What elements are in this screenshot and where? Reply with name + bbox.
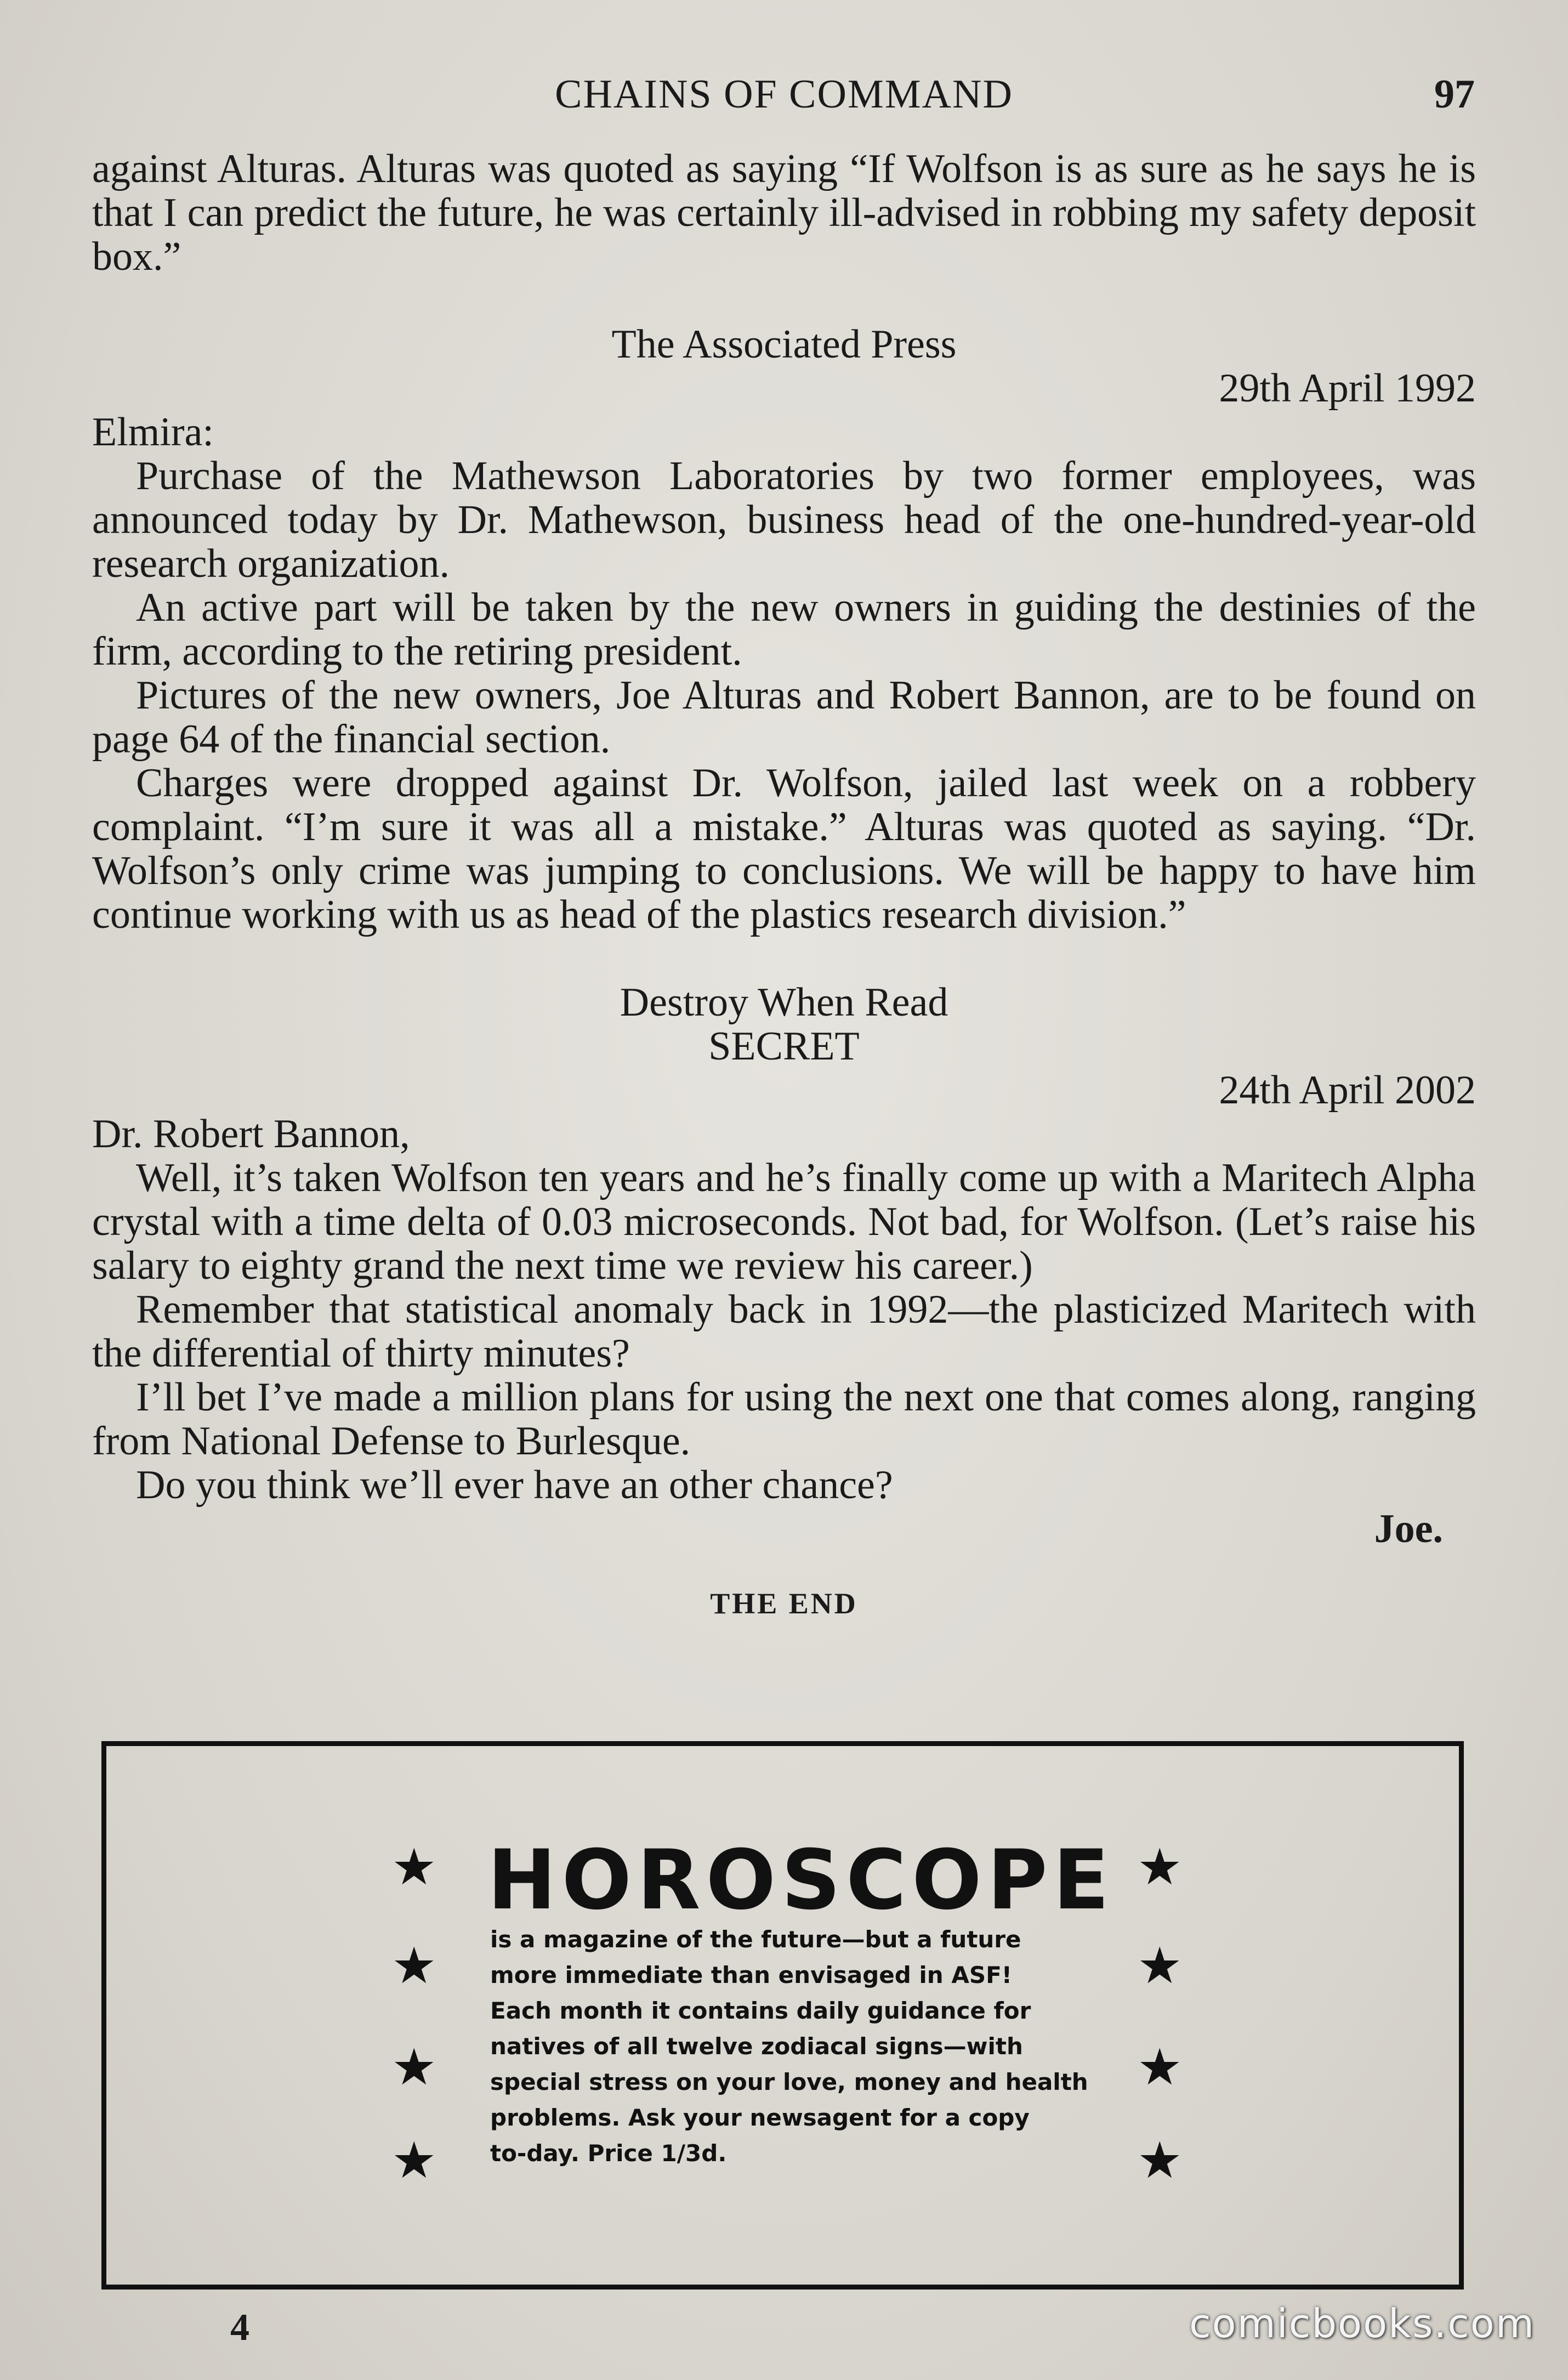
section1-source: The Associated Press xyxy=(611,322,957,367)
paragraph: I’ll bet I’ve made a million plans for using the next one that comes along, ranging from National Defense to Burlesque. xyxy=(92,1375,1476,1464)
advert-line: special stress on your love, money and health xyxy=(490,2069,1088,2095)
star-icon: ★ xyxy=(391,2038,437,2096)
section2-salutation: Dr. Robert Bannon, xyxy=(92,1112,410,1157)
advert-line: to-day. Price 1/3d. xyxy=(490,2140,727,2167)
star-icon: ★ xyxy=(1137,1936,1183,1995)
paragraph: Pictures of the new owners, Joe Alturas and Robert Bannon, are to be found on page 64 of the financial section. xyxy=(92,673,1476,762)
paragraph: Remember that statistical anomaly back in 1992—the plasticized Maritech with the differential of thirty minutes? xyxy=(92,1287,1476,1376)
advert-line: Each month it contains daily guidance for xyxy=(490,1997,1031,2024)
advert-line: natives of all twelve zodiacal signs—with xyxy=(490,2033,1023,2060)
watermark: comicbooks.com xyxy=(1189,2300,1535,2347)
advert-line: problems. Ask your newsagent for a copy xyxy=(490,2104,1030,2131)
page-header xyxy=(93,71,1475,126)
star-icon: ★ xyxy=(1137,2038,1183,2096)
section1-dateline: Elmira: xyxy=(92,410,214,455)
star-icon: ★ xyxy=(391,2131,437,2190)
advert-line: more immediate than envisaged in ASF! xyxy=(490,1962,1012,1988)
paragraph: An active part will be taken by the new owners in guiding the destinies of the firm, according to the retiring president. xyxy=(92,585,1476,674)
paragraph: Purchase of the Mathewson Laboratories by two former employees, was announced today by Dr. Mathewson, business head of the one-hundred-year-old research organization. xyxy=(92,454,1476,586)
paragraph: Do you think we’ll ever have an other chance? xyxy=(136,1463,893,1508)
running-head: CHAINS OF COMMAND xyxy=(555,72,1013,117)
paragraph: Well, it’s taken Wolfson ten years and he’s finally come up with a Maritech Alpha crystal with a time delta of 0.03 microseconds. Not bad, for Wolfson. (Let’s raise his salary to eighty grand the next time we review his career.) xyxy=(92,1155,1476,1288)
continued-paragraph: against Alturas. Alturas was quoted as saying “If Wolfson is as sure as he says he is that I can predict the future, he was certainly ill-advised in robbing my safety deposit box.” xyxy=(92,146,1476,279)
section2-classification: SECRET xyxy=(708,1024,860,1069)
paragraph: Charges were dropped against Dr. Wolfson, jailed last week on a robbery complaint. “I’m sure it was all a mistake.” Alturas was quoted as saying. “Dr. Wolfson’s only crime was jumping to conclusions. We will be happy to have him continue working with us as head of the plastics research division.” xyxy=(92,761,1476,937)
page-number: 97 xyxy=(1434,72,1475,117)
star-icon: ★ xyxy=(1137,1838,1183,1896)
advert-text xyxy=(490,1922,1093,2171)
section1-date: 29th April 1992 xyxy=(1219,366,1476,411)
the-end: THE END xyxy=(710,1587,858,1620)
section2-date: 24th April 2002 xyxy=(1219,1068,1476,1113)
star-icon: ★ xyxy=(391,1936,437,1995)
article-body xyxy=(92,147,1476,1625)
horoscope-advert xyxy=(101,1741,1464,2290)
signature: Joe. xyxy=(1374,1506,1443,1551)
advert-title: HOROSCOPE xyxy=(487,1833,1115,1928)
star-icon: ★ xyxy=(1137,2131,1183,2190)
star-icon: ★ xyxy=(391,1838,437,1896)
section2-heading: Destroy When Read xyxy=(620,980,948,1025)
folio-number: 4 xyxy=(230,2307,249,2349)
advert-line: is a magazine of the future—but a future xyxy=(490,1926,1021,1953)
